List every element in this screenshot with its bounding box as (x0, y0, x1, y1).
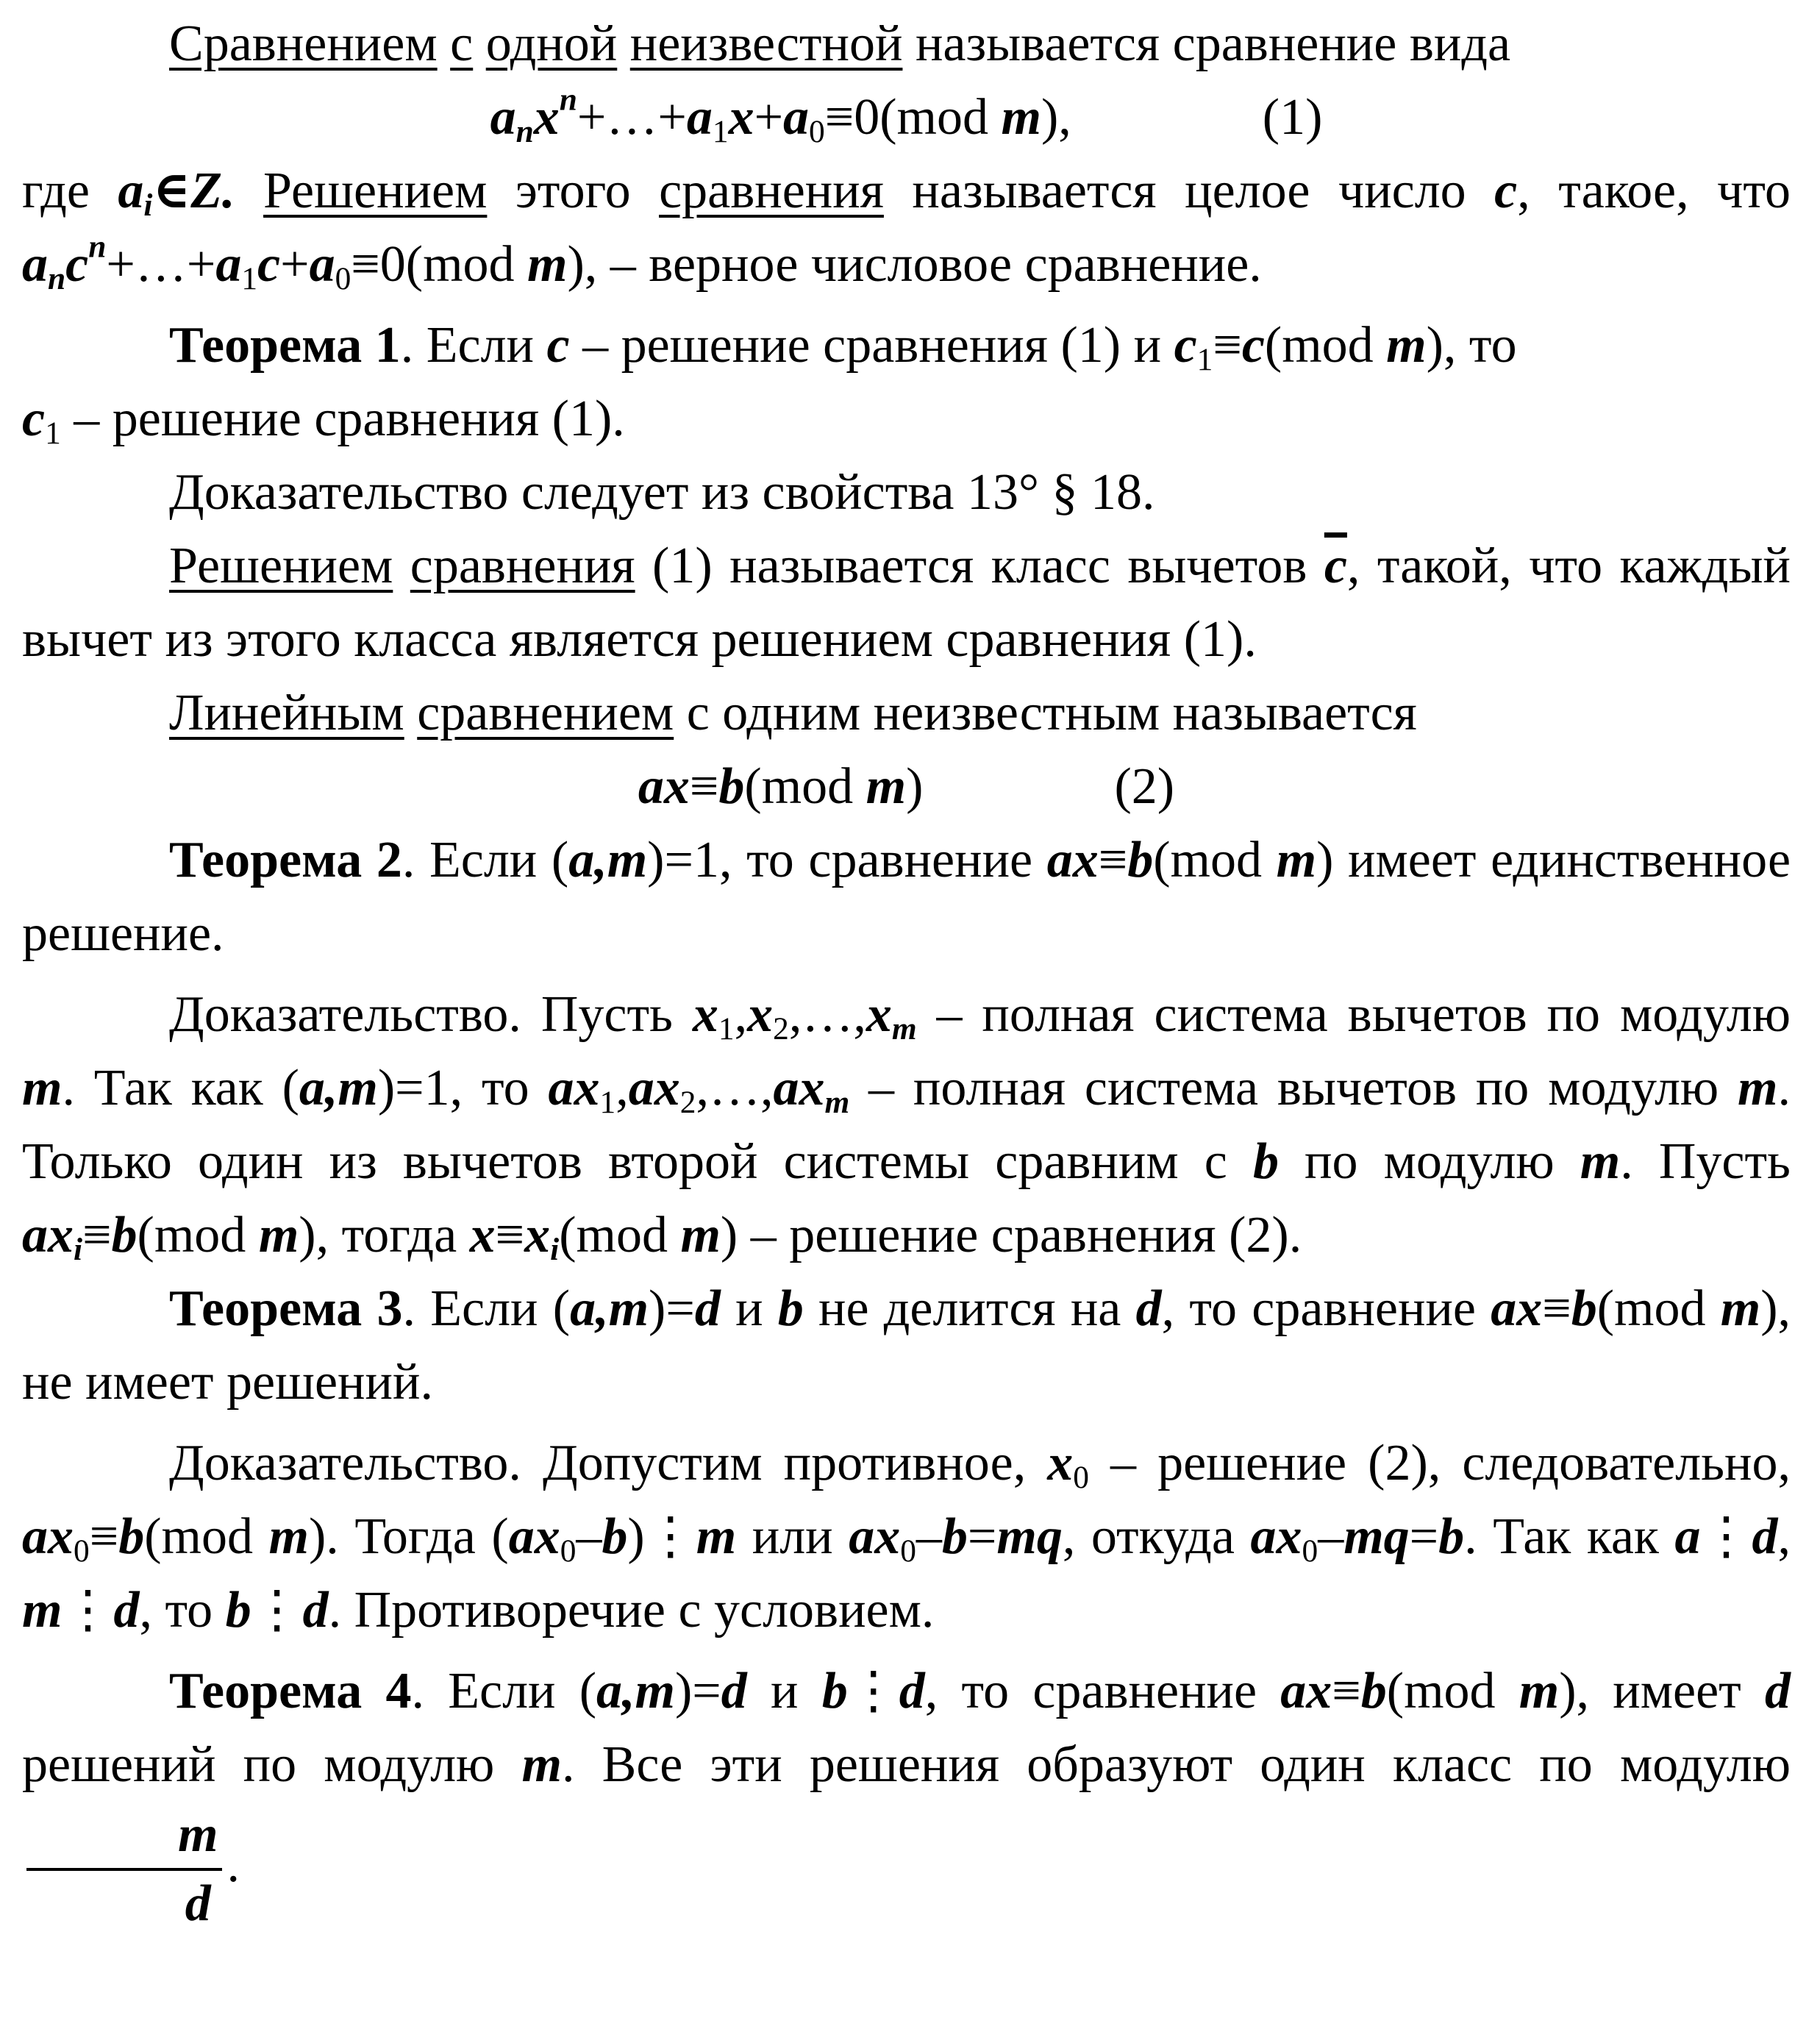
term-odnoy: одной (485, 15, 618, 72)
linear-definition-paragraph: Линейным сравнением с одним неизвестным называется (169, 685, 1417, 741)
fraction-numerator: m (26, 1802, 222, 1871)
term-neizvestnoy: неизвестной (629, 15, 903, 72)
class-definition-paragraph: Решением сравнения (1) называется класс вычетов $\overline{c}$, такой, что каждый вычет из этого класса является решением сравнения (1). (22, 538, 1791, 668)
term-sravneniya: сравнения (659, 163, 884, 219)
term-resheniem: Решением (263, 163, 488, 219)
solution-definition-paragraph: где $a_i\in Z$. Решением этого сравнения называется целое число c, такое, что $a_nc^n+\dots+a_1c+a_0\equiv 0(mod$ m), – верное числовое сравнение. (22, 163, 1791, 296)
formula-1: $a_nx^n+\dots+a_1x+a_0\equiv 0(mod$ m), (1) (22, 81, 1791, 154)
term-sravneniem-2: сравнением (417, 685, 674, 741)
theorem-2-label: Теорема 2 (169, 832, 402, 888)
formula-2: ax≡b(mod m) (2) (22, 750, 1791, 824)
definition-text: называется сравнение вида (902, 15, 1511, 72)
theorem-3: Теорема 3. Если (a,m)=d и b не делится на d, то сравнение ax≡b(mod m), не имеет решений. (22, 1280, 1791, 1411)
formula-2-number: (2) (1114, 758, 1175, 815)
theorem-1: Теорема 1. Если c – решение сравнения (1) и $c_1\equiv c(mod$ m), то $c_1$ – решение сравнения (1). (22, 317, 1517, 451)
term-lineynym: Линейным (169, 685, 404, 741)
theorem-1-label: Теорема 1 (169, 317, 401, 374)
term-s: с (450, 15, 474, 72)
proof-3: Доказательство. Допустим противное, $x_0$ – решение (2), следовательно, $ax_0\equiv b(mod$ m). Тогда $(ax_0-b)⋮m$ или $ax_0-b=mq$, откуда $ax_0-mq=b$. Так как a⋮d, m⋮d, то b⋮d. Противоречие с условием. (22, 1435, 1791, 1638)
term-sravneniem: Сравнением (169, 15, 438, 72)
fraction-m-over-d (26, 1802, 222, 1937)
theorem-2: Теорема 2. Если (a,m)=1, то сравнение ax≡b(mod m) имеет единственное решение. (22, 832, 1791, 962)
proof-2: Доказательство. Пусть $x_1,x_2,\dots,x_m$ – полная система вычетов по модулю m. Так как (a,m)=1, то $ax_1,ax_2,\dots,ax_m$ – полная система вычетов по модулю m. Только один из вычетов второй системы сравним с b по модулю m. Пусть $ax_i\equiv b(mod$ m), тогда $x\equiv x_i(mod$ m) – решение сравнения (2). (22, 986, 1791, 1267)
proof-1: Доказательство следует из свойства 13° § 18. (169, 464, 1155, 521)
term-sravneniya-2: сравнения (410, 538, 635, 594)
definition-paragraph (22, 7, 1791, 81)
document-page (22, 7, 1791, 1937)
term-resheniem-2: Решением (169, 538, 393, 594)
theorem-4: Теорема 4. Если (a,m)=d и b⋮d, то сравнение ax≡b(mod m), имеет d решений по модулю m. Все эти решения образуют один класс по модулю $\frac{m}{d}$ . (22, 1655, 1791, 1937)
fraction-denominator: d (185, 1875, 211, 1932)
formula-1-number: (1) (1262, 89, 1323, 146)
theorem-4-label: Теорема 4 (169, 1663, 412, 1719)
theorem-3-label: Теорема 3 (169, 1280, 403, 1337)
